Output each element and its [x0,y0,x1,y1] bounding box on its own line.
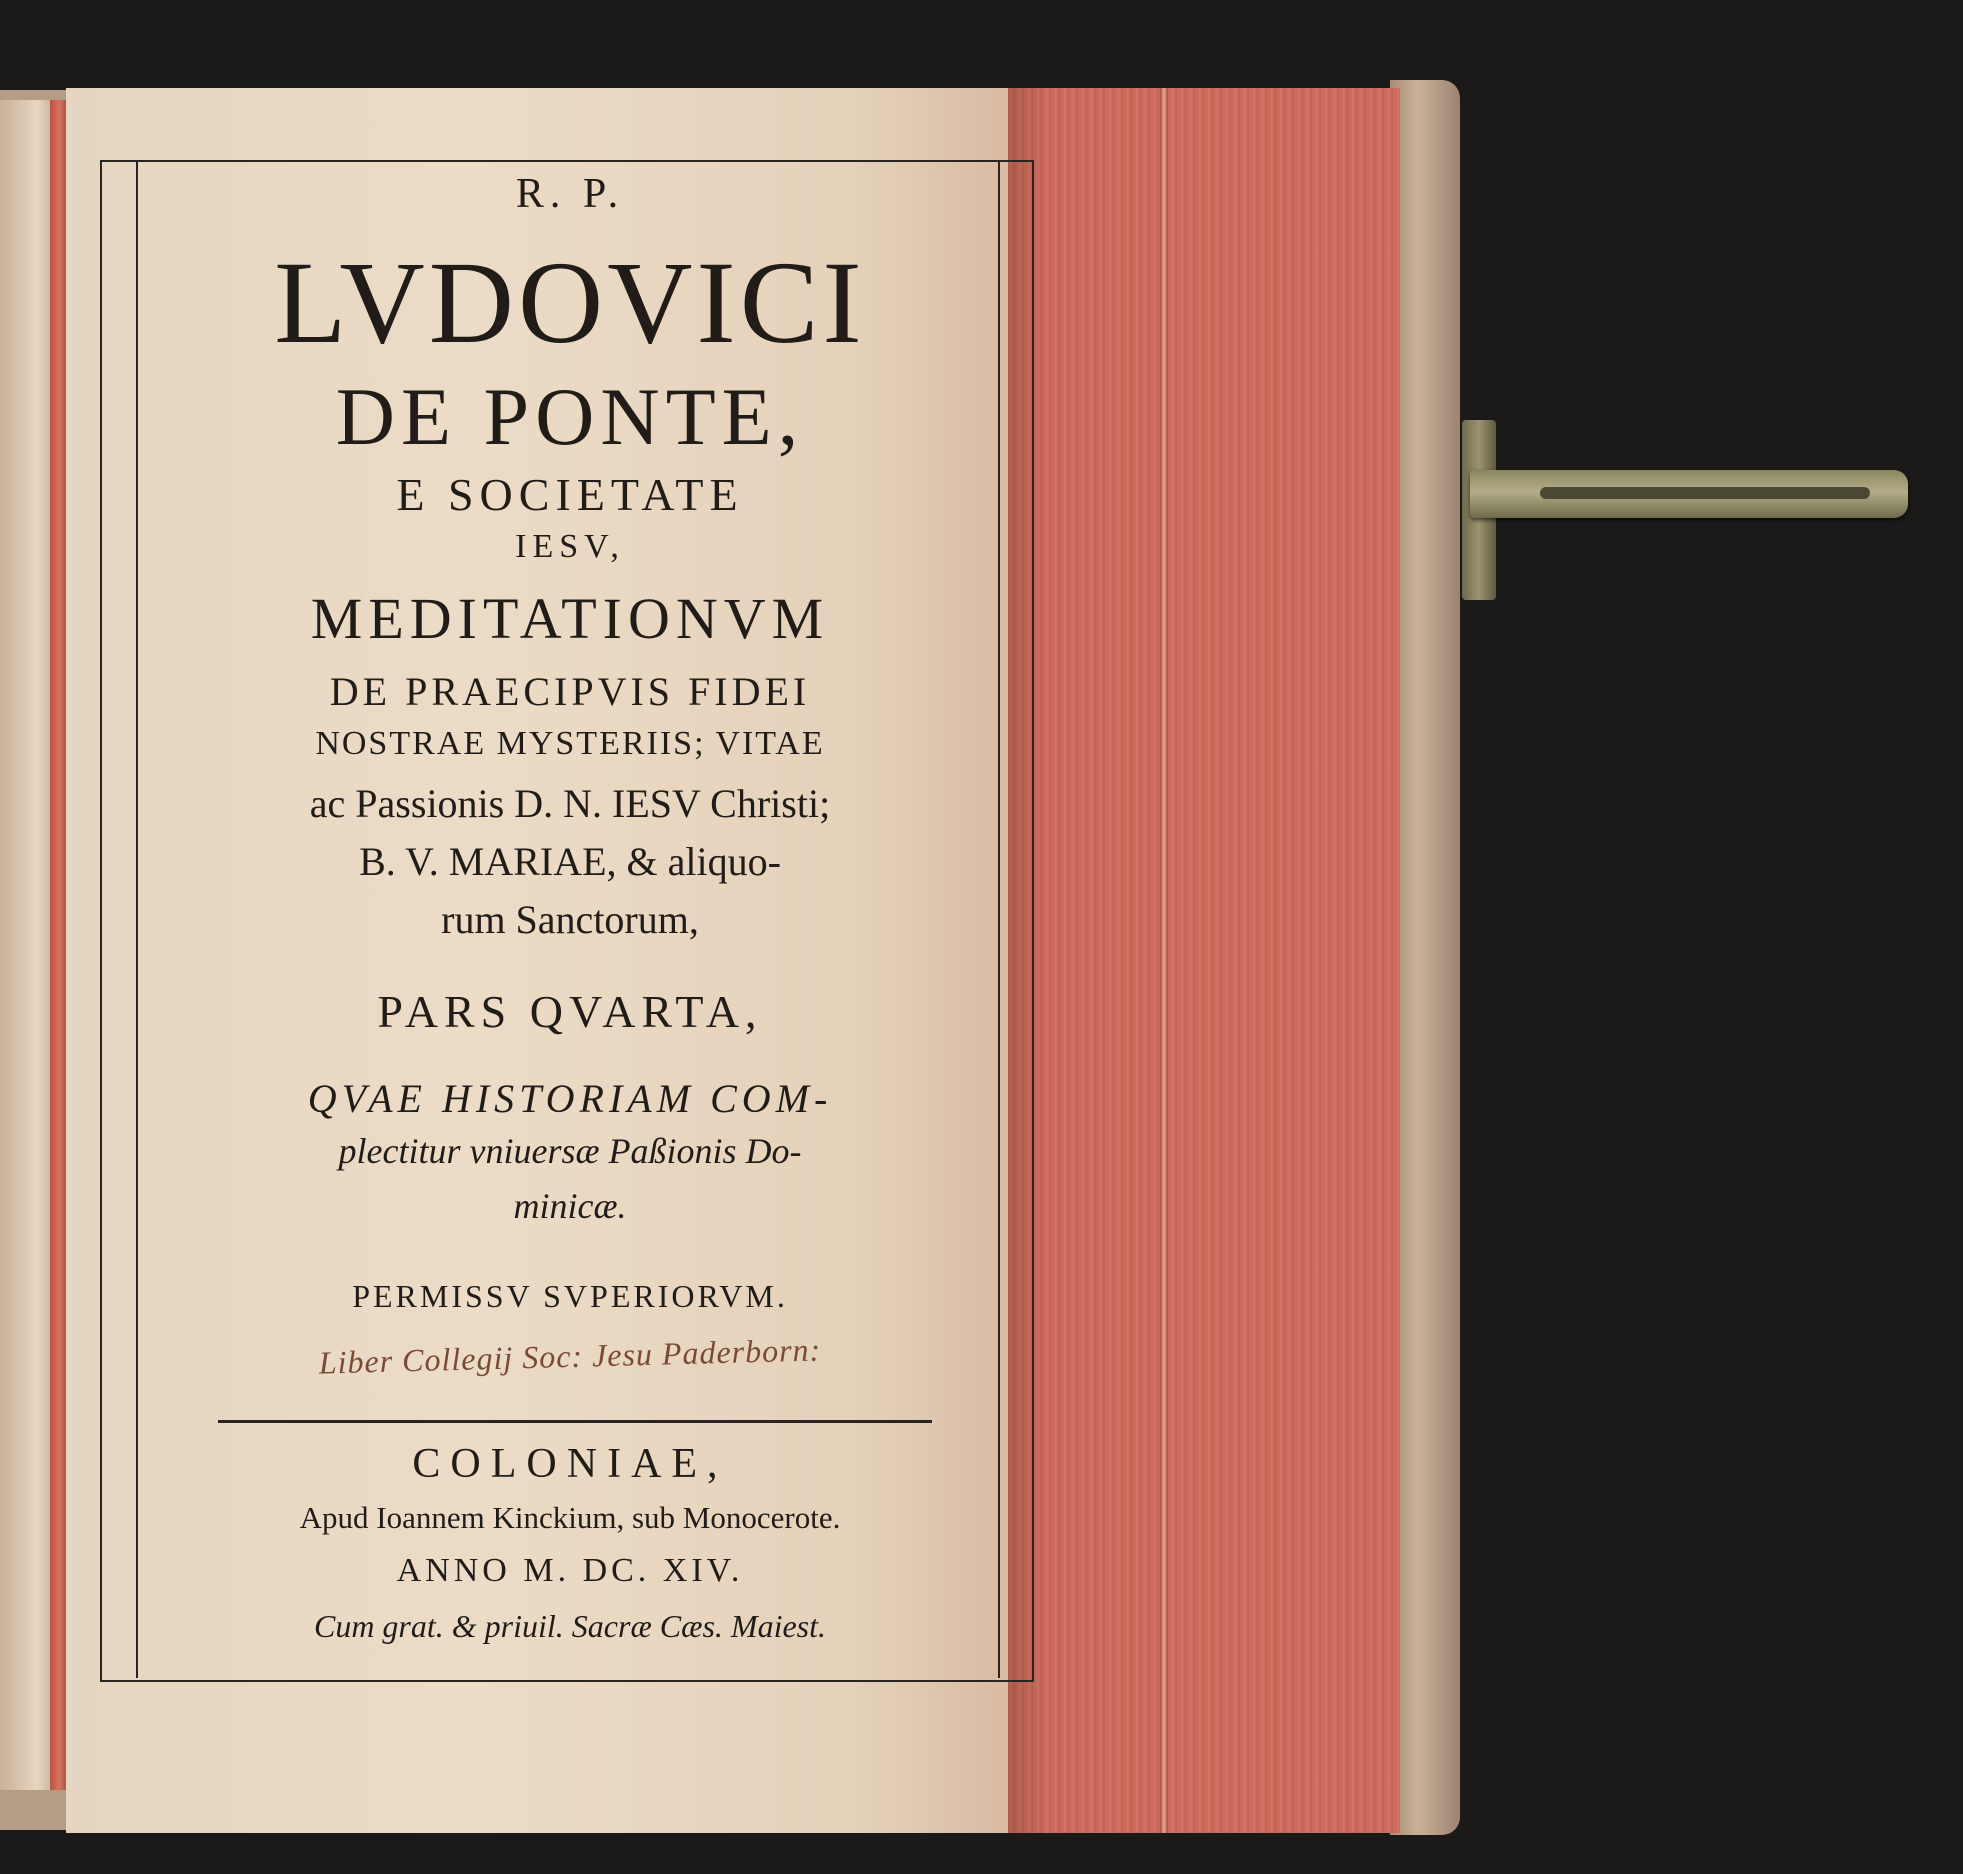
subtitle-line-4: B. V. MARIAE, & aliquo- [359,839,781,884]
part-label: PARS QVARTA, [377,986,763,1037]
part-description-3: minicæ. [513,1186,627,1226]
page-block-seam [1160,88,1168,1833]
part-description-2: plectitur vniuersæ Paßionis Do- [338,1131,802,1171]
subtitle-line-1: DE PRAECIPVIS FIDEI [329,669,811,714]
permission-line: PERMISSV SVPERIORVM. [352,1278,788,1314]
author-surname: DE PONTE, [335,371,805,462]
imprint-printer: Apud Ioannem Kinckium, sub Monocerote. [299,1500,841,1535]
order-line: E SOCIETATE [396,469,744,520]
imprint-rule [218,1420,932,1423]
back-cover-edge [1390,80,1460,1835]
subtitle-line-2: NOSTRAE MYSTERIIS; VITAE [315,725,825,762]
subtitle-line-5: rum Sanctorum, [441,897,699,942]
author-prefix: R. P. [515,171,625,217]
subtitle-line-3: ac Passionis D. N. IESV Christi; [309,781,831,826]
part-description-1: QVAE HISTORIAM COM- [307,1076,833,1121]
red-page-edges [1008,88,1400,1833]
imprint-privilege: Cum grat. & priuil. Sacræ Cæs. Maiest. [313,1608,827,1644]
work-title: MEDITATIONVM [310,586,830,651]
imprint-year: ANNO M. DC. XIV. [396,1552,744,1589]
handwritten-ownership-note: Liber Collegij Soc: Jesu Paderborn: [318,1331,822,1381]
clasp-slot [1540,487,1870,499]
author-name: LVDOVICI [274,237,866,368]
imprint-city: COLONIAE, [412,1441,728,1487]
order-name: IESV, [515,528,625,565]
